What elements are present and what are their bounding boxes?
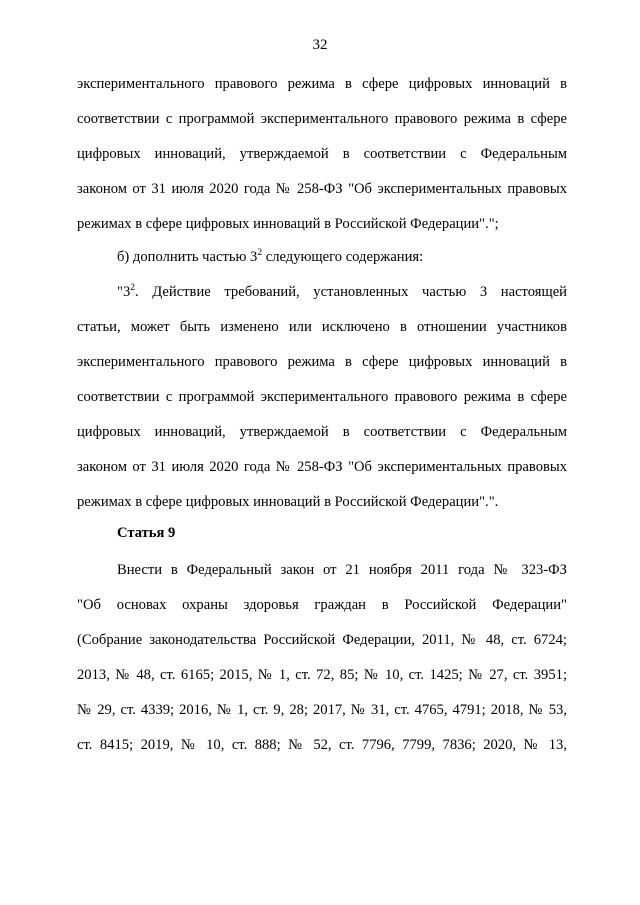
text-line: режимах в сфере цифровых инноваций в Российской Федерации".". [77,494,499,510]
text-line: законом от 31 июля 2020 года № 258-ФЗ "Об экспериментальных правовых [77,459,567,475]
text-line: экспериментального правового режима в сфере цифровых инноваций в [77,76,567,92]
amendment-b-text [77,240,567,275]
text-line: "Об основах охраны здоровья граждан в Российской Федерации" [77,597,567,613]
part-text-start: . Действие требований, установленных частью 3 настоящей [135,284,567,300]
text-line: соответствии с программой экспериментального правового режима в сфере [77,111,567,127]
text-line: соответствии с программой экспериментального правового режима в сфере [77,389,567,405]
text-line: статьи, может быть изменено или исключено в отношении участников [77,319,567,335]
text-line: цифровых инноваций, утверждаемой в соответствии с Федеральным [77,424,567,440]
amendment-b-text-end: следующего содержания: [262,249,424,265]
text-line: цифровых инноваций, утверждаемой в соответствии с Федеральным [77,146,567,162]
text-line: ст. 8415; 2019, № 10, ст. 888; № 52, ст. 7796, 7799, 7836; 2020, № 13, [77,737,567,753]
page-number: 32 [312,37,328,53]
text-line: 2013, № 48, ст. 6165; 2015, № 1, ст. 72, 85; № 10, ст. 1425; № 27, ст. 3951; [77,667,567,683]
paragraph-amendment-b [77,240,567,275]
text-line: режимах в сфере цифровых инноваций в Российской Федерации"."; [77,216,499,232]
text-line: № 29, ст. 4339; 2016, № 1, ст. 9, 28; 2017, № 31, ст. 4765, 4791; 2018, № 53, [77,702,567,718]
text-line-first [77,275,567,310]
text-line: (Собрание законодательства Российской Федерации, 2011, № 48, ст. 6724; [77,632,567,648]
part-number: "3 [117,284,131,300]
amendment-b-text-start: б) дополнить частью 3 [117,249,258,265]
paragraph-continuation [77,67,567,242]
text-line-first: Внести в Федеральный закон от 21 ноября 2011 года № 323-ФЗ [117,562,567,578]
paragraph-article-9 [77,553,567,763]
text-line: законом от 31 июля 2020 года № 258-ФЗ "Об экспериментальных правовых [77,181,567,197]
superscript-number: 2 [257,248,263,259]
superscript-number: 2 [130,283,136,294]
article-heading: Статья 9 [117,525,176,541]
text-line: экспериментального правового режима в сфере цифровых инноваций в [77,354,567,370]
paragraph-part-3-2 [77,275,567,520]
